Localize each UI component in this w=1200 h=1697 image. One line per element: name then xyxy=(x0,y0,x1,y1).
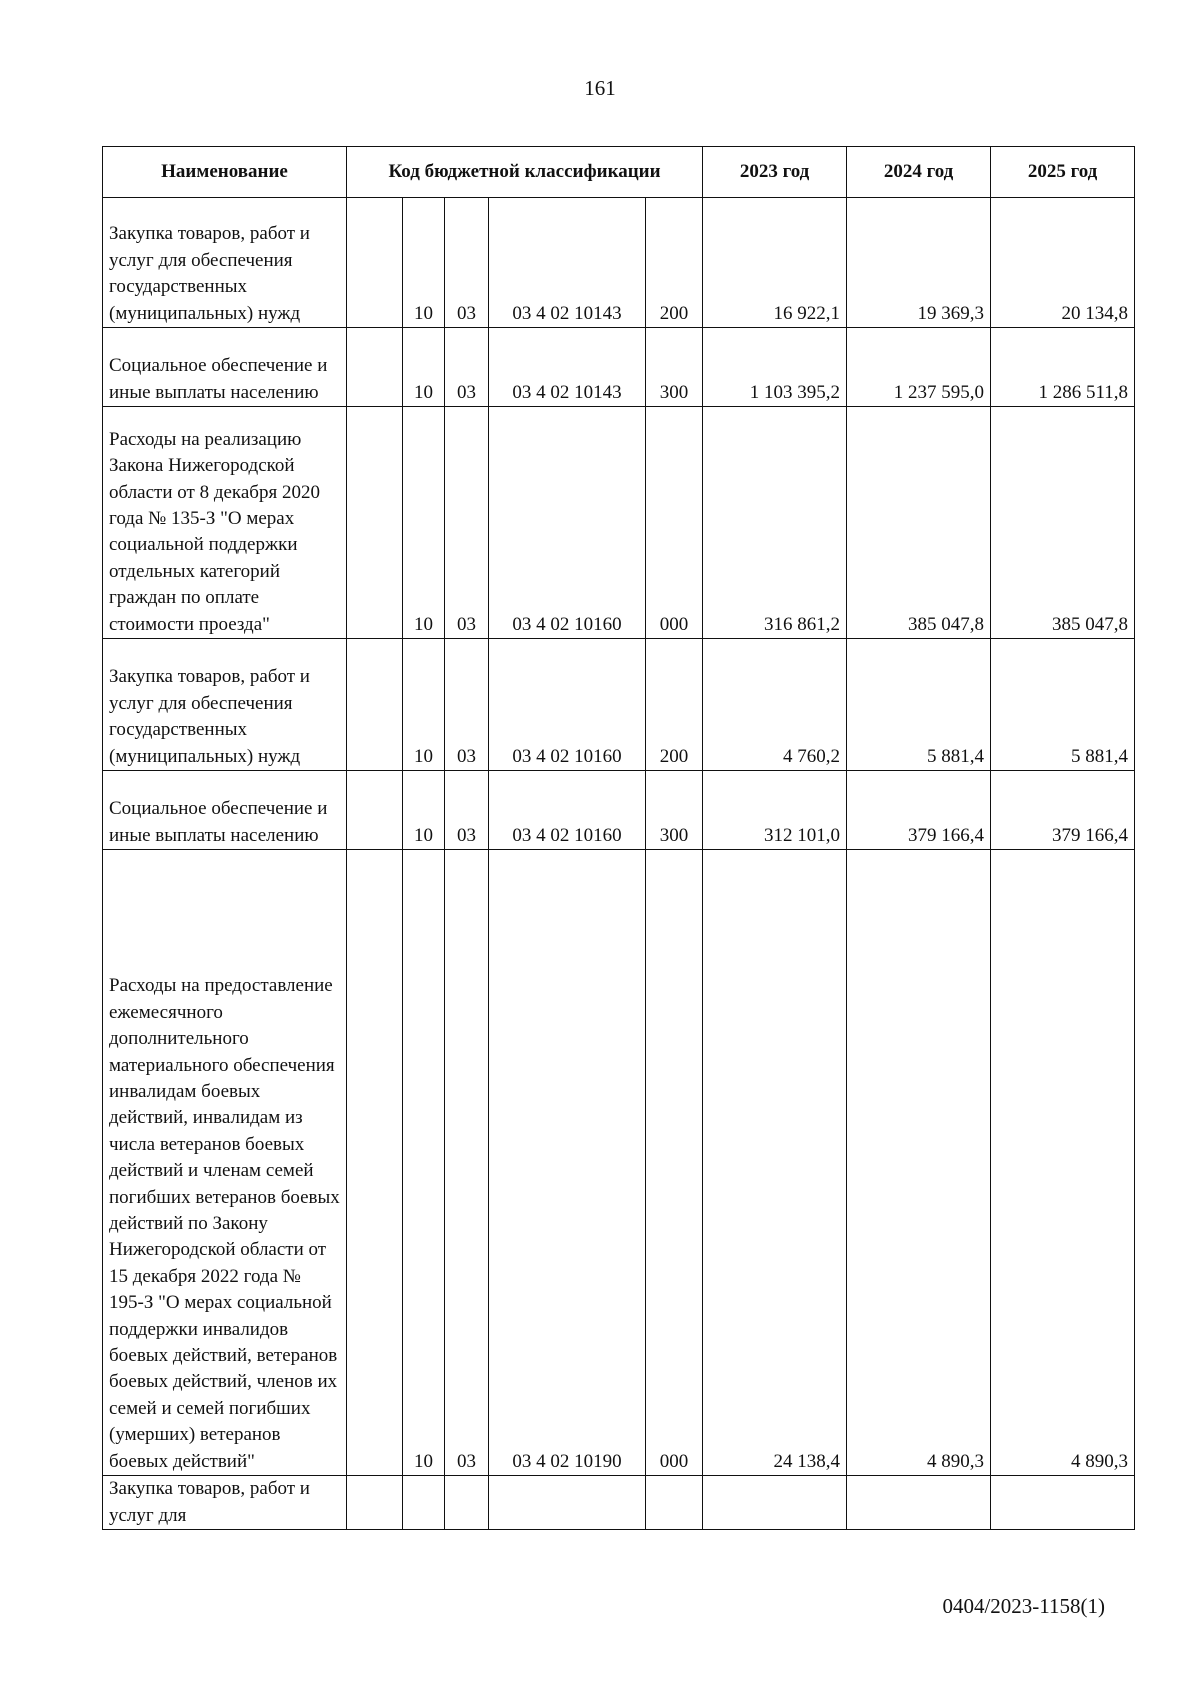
row-value-2025: 20 134,8 xyxy=(991,198,1135,328)
row-value-2023: 312 101,0 xyxy=(703,771,847,850)
row-name: Расходы на предоставление ежемесячного дополнительного материального обеспечения инвалидам боевых действий, инвалидам из числа ветеранов боевых действий и членам семей погибших ветеранов боевых действий по Закону Нижегородской области от 15 декабря 2022 года № 195-З "О мерах социальной поддержки инвалидов боевых действий, ветеранов боевых действий, членов их семей и семей погибших (умерших) ветеранов боевых действий" xyxy=(103,850,347,1476)
header-2024: 2024 год xyxy=(847,147,991,198)
row-value-2024: 19 369,3 xyxy=(847,198,991,328)
row-target-article xyxy=(489,1476,646,1530)
row-target-article: 03 4 02 10160 xyxy=(489,407,646,639)
row-expense-type: 200 xyxy=(646,198,703,328)
row-expense-type: 300 xyxy=(646,328,703,407)
row-name: Закупка товаров, работ и услуг для обеспечения государственных (муниципальных) нужд xyxy=(103,198,347,328)
row-subsection: 03 xyxy=(445,639,489,771)
table-row xyxy=(103,407,1135,639)
row-subsection: 03 xyxy=(445,198,489,328)
header-2023: 2023 год xyxy=(703,147,847,198)
row-value-2025 xyxy=(991,1476,1135,1530)
row-value-2023: 24 138,4 xyxy=(703,850,847,1476)
row-code-blank xyxy=(347,1476,403,1530)
header-2025: 2025 год xyxy=(991,147,1135,198)
budget-table xyxy=(102,146,1135,1530)
row-value-2025: 4 890,3 xyxy=(991,850,1135,1476)
row-value-2024: 4 890,3 xyxy=(847,850,991,1476)
row-value-2023: 16 922,1 xyxy=(703,198,847,328)
table-row xyxy=(103,328,1135,407)
row-target-article: 03 4 02 10160 xyxy=(489,639,646,771)
row-value-2023: 1 103 395,2 xyxy=(703,328,847,407)
row-value-2025: 385 047,8 xyxy=(991,407,1135,639)
row-section: 10 xyxy=(403,850,445,1476)
row-subsection: 03 xyxy=(445,328,489,407)
row-value-2024 xyxy=(847,1476,991,1530)
row-expense-type: 000 xyxy=(646,407,703,639)
table-row xyxy=(103,1476,1135,1530)
row-target-article: 03 4 02 10143 xyxy=(489,198,646,328)
row-value-2023 xyxy=(703,1476,847,1530)
row-subsection: 03 xyxy=(445,771,489,850)
row-target-article: 03 4 02 10160 xyxy=(489,771,646,850)
row-expense-type: 000 xyxy=(646,850,703,1476)
row-name: Расходы на реализацию Закона Нижегородской области от 8 декабря 2020 года № 135-З "О мерах социальной поддержки отдельных категорий граждан по оплате стоимости проезда" xyxy=(103,407,347,639)
row-value-2024: 385 047,8 xyxy=(847,407,991,639)
row-code-blank xyxy=(347,407,403,639)
row-code-blank xyxy=(347,639,403,771)
row-value-2025: 379 166,4 xyxy=(991,771,1135,850)
row-name: Социальное обеспечение и иные выплаты населению xyxy=(103,771,347,850)
row-value-2025: 5 881,4 xyxy=(991,639,1135,771)
header-name: Наименование xyxy=(103,147,347,198)
row-name: Социальное обеспечение и иные выплаты населению xyxy=(103,328,347,407)
table-row xyxy=(103,639,1135,771)
row-value-2025: 1 286 511,8 xyxy=(991,328,1135,407)
row-value-2023: 316 861,2 xyxy=(703,407,847,639)
header-code: Код бюджетной классификации xyxy=(347,147,703,198)
row-value-2023: 4 760,2 xyxy=(703,639,847,771)
table-header-row xyxy=(103,147,1135,198)
row-subsection xyxy=(445,1476,489,1530)
row-value-2024: 379 166,4 xyxy=(847,771,991,850)
table-row xyxy=(103,850,1135,1476)
row-code-blank xyxy=(347,198,403,328)
row-name: Закупка товаров, работ и услуг для xyxy=(103,1476,347,1530)
row-section: 10 xyxy=(403,639,445,771)
row-value-2024: 5 881,4 xyxy=(847,639,991,771)
row-name: Закупка товаров, работ и услуг для обеспечения государственных (муниципальных) нужд xyxy=(103,639,347,771)
row-section xyxy=(403,1476,445,1530)
page-number: 161 xyxy=(584,76,616,100)
row-expense-type: 300 xyxy=(646,771,703,850)
document-registration-code: 0404/2023-1158(1) xyxy=(942,1594,1105,1618)
row-section: 10 xyxy=(403,198,445,328)
table-row xyxy=(103,771,1135,850)
row-expense-type xyxy=(646,1476,703,1530)
row-expense-type: 200 xyxy=(646,639,703,771)
row-subsection: 03 xyxy=(445,407,489,639)
row-code-blank xyxy=(347,328,403,407)
row-subsection: 03 xyxy=(445,850,489,1476)
row-value-2024: 1 237 595,0 xyxy=(847,328,991,407)
row-target-article: 03 4 02 10190 xyxy=(489,850,646,1476)
table-row xyxy=(103,198,1135,328)
row-section: 10 xyxy=(403,328,445,407)
row-target-article: 03 4 02 10143 xyxy=(489,328,646,407)
row-section: 10 xyxy=(403,407,445,639)
row-code-blank xyxy=(347,850,403,1476)
table-body xyxy=(103,198,1135,1530)
row-code-blank xyxy=(347,771,403,850)
row-section: 10 xyxy=(403,771,445,850)
